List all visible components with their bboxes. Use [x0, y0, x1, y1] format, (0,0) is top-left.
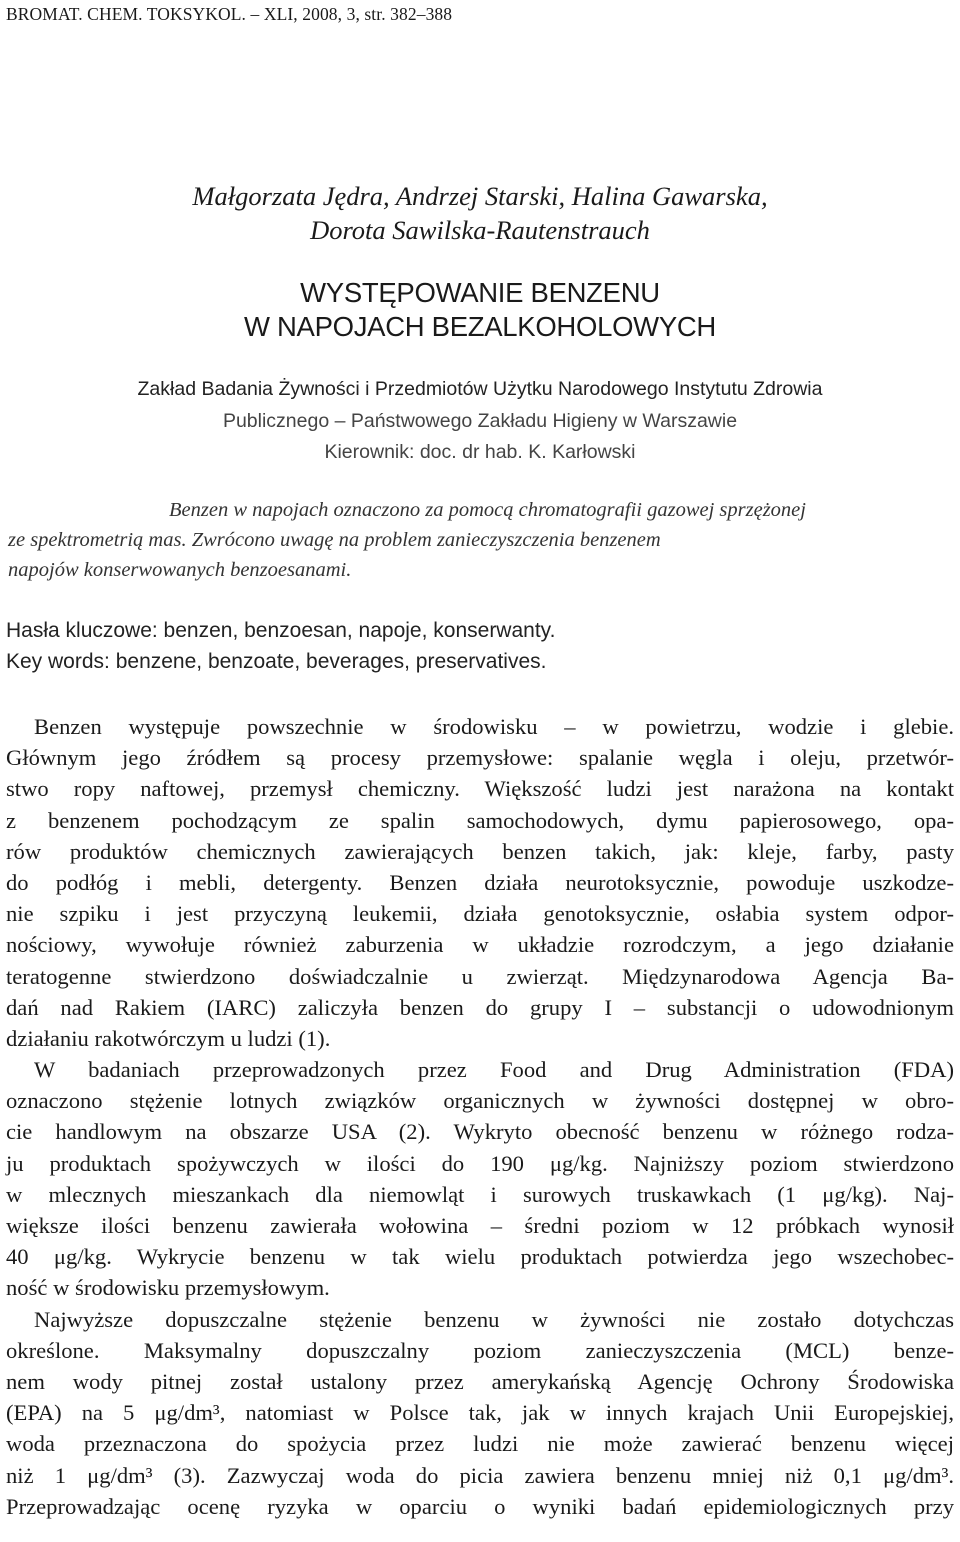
body-line: z benzenem pochodzącym ze spalin samochodowych, dymu papierosowego, opa- [6, 807, 954, 833]
body-line: (EPA) na 5 μg/dm³, natomiast w Polsce tak, jak w innych krajach Unii Europejskiej, [6, 1400, 954, 1426]
article-title [0, 276, 960, 344]
author-line: Małgorzata Jędra, Andrzej Starski, Halina Gawarska, [192, 181, 768, 211]
author-line: Dorota Sawilska-Rautenstrauch [310, 215, 650, 245]
running-head: BROMAT. CHEM. TOKSYKOL. – XLI, 2008, 3, str. 382–388 [6, 4, 453, 24]
body-line: dań nad Rakiem (IARC) zaliczyła benzen do grupy I – substancji o udowodnionym [6, 994, 954, 1020]
body-line: rów produktów chemicznych zawierających benzen takich, jak: kleje, farby, pasty [6, 838, 954, 864]
body-line: oznaczono stężenie lotnych związków organicznych w żywności dostępnej w obro- [6, 1088, 954, 1114]
body-line: do podłóg i mebli, detergenty. Benzen działa neurotoksycznie, powoduje uszkodze- [6, 869, 954, 895]
body-line: 40 μg/kg. Wykrycie benzenu w tak wielu produktach potwierdza jego wszechobec- [6, 1244, 954, 1270]
body-line: nem wody pitnej został ustalony przez amerykańską Agencję Ochrony Środowiska [6, 1368, 954, 1394]
title-line: W NAPOJACH BEZALKOHOLOWYCH [244, 311, 716, 342]
affiliation-line: Kierownik: doc. dr hab. K. Karłowski [324, 441, 636, 463]
keywords-en: Key words: benzene, benzoate, beverages, preservatives. [6, 650, 547, 673]
abstract [0, 495, 960, 585]
body-line: stwo ropy naftowej, przemysł chemiczny. Większość ludzi jest narażona na kontakt [6, 776, 954, 802]
affiliation-line: Zakład Badania Żywności i Przedmiotów Użytku Narodowego Instytutu Zdrowia [137, 378, 823, 400]
body-line: określone. Maksymalny dopuszczalny poziom zanieczyszczenia (MCL) benze- [6, 1337, 954, 1363]
body-line: Najwyższe dopuszczalne stężenie benzenu w żywności nie zostało dotychczas [34, 1306, 954, 1332]
body-line: cie handlowym na obszarze USA (2). Wykryto obecność benzenu w różnego rodza- [6, 1119, 954, 1145]
title-line: WYSTĘPOWANIE BENZENU [300, 277, 660, 308]
affiliation [0, 374, 960, 469]
body-line: ju produktach spożywczych w ilości do 190 μg/kg. Najniższy poziom stwierdzono [6, 1150, 954, 1176]
body-line: nie szpiku i jest przyczyną leukemii, działa genotoksycznie, osłabia system odpor- [6, 901, 954, 927]
author-list [0, 179, 960, 247]
body-line: nościowy, wywołuje również zaburzenia w układzie rozrodczym, a jego działanie [6, 932, 954, 958]
abstract-line: napojów konserwowanych benzoesanami. [8, 559, 352, 581]
body-line: Przeprowadzając ocenę ryzyka w oparciu o wyniki badań epidemiologicznych przy [6, 1493, 954, 1519]
body-line: ność w środowisku przemysłowym. [6, 1275, 330, 1301]
body-line: W badaniach przeprowadzonych przez Food and Drug Administration (FDA) [34, 1057, 954, 1083]
body-line: działaniu rakotwórczym u ludzi (1). [6, 1025, 331, 1051]
body-line: Benzen występuje powszechnie w środowisku – w powietrzu, wodzie i glebie. [34, 714, 954, 739]
keywords-pl: Hasła kluczowe: benzen, benzoesan, napoje, konserwanty. [6, 619, 556, 642]
body-line: w mlecznych mieszankach dla niemowląt i surowych truskawkach (1 μg/kg). Naj- [6, 1181, 954, 1207]
body-text [6, 711, 954, 1522]
abstract-line: Benzen w napojach oznaczono za pomocą chromatografii gazowej sprzężonej [169, 499, 806, 521]
body-line: Głównym jego źródłem są procesy przemysłowe: spalanie węgla i oleju, przetwór- [6, 745, 954, 771]
body-line: większe ilości benzenu zawierała wołowina – średni poziom w 12 próbkach wynosił [6, 1213, 954, 1238]
abstract-line: ze spektrometrią mas. Zwrócono uwagę na problem zanieczyszczenia benzenem [8, 529, 661, 551]
keywords-block [6, 615, 555, 677]
body-line: teratogenne stwierdzono doświadczalnie u zwierząt. Międzynarodowa Agencja Ba- [6, 963, 954, 989]
affiliation-line: Publicznego – Państwowego Zakładu Higieny w Warszawie [222, 409, 738, 432]
body-line: woda przeznaczona do spożycia przez ludzi nie może zawierać benzenu więcej [6, 1431, 954, 1457]
body-line: niż 1 μg/dm³ (3). Zazwyczaj woda do picia zawiera benzenu mniej niż 0,1 μg/dm³. [6, 1462, 954, 1488]
